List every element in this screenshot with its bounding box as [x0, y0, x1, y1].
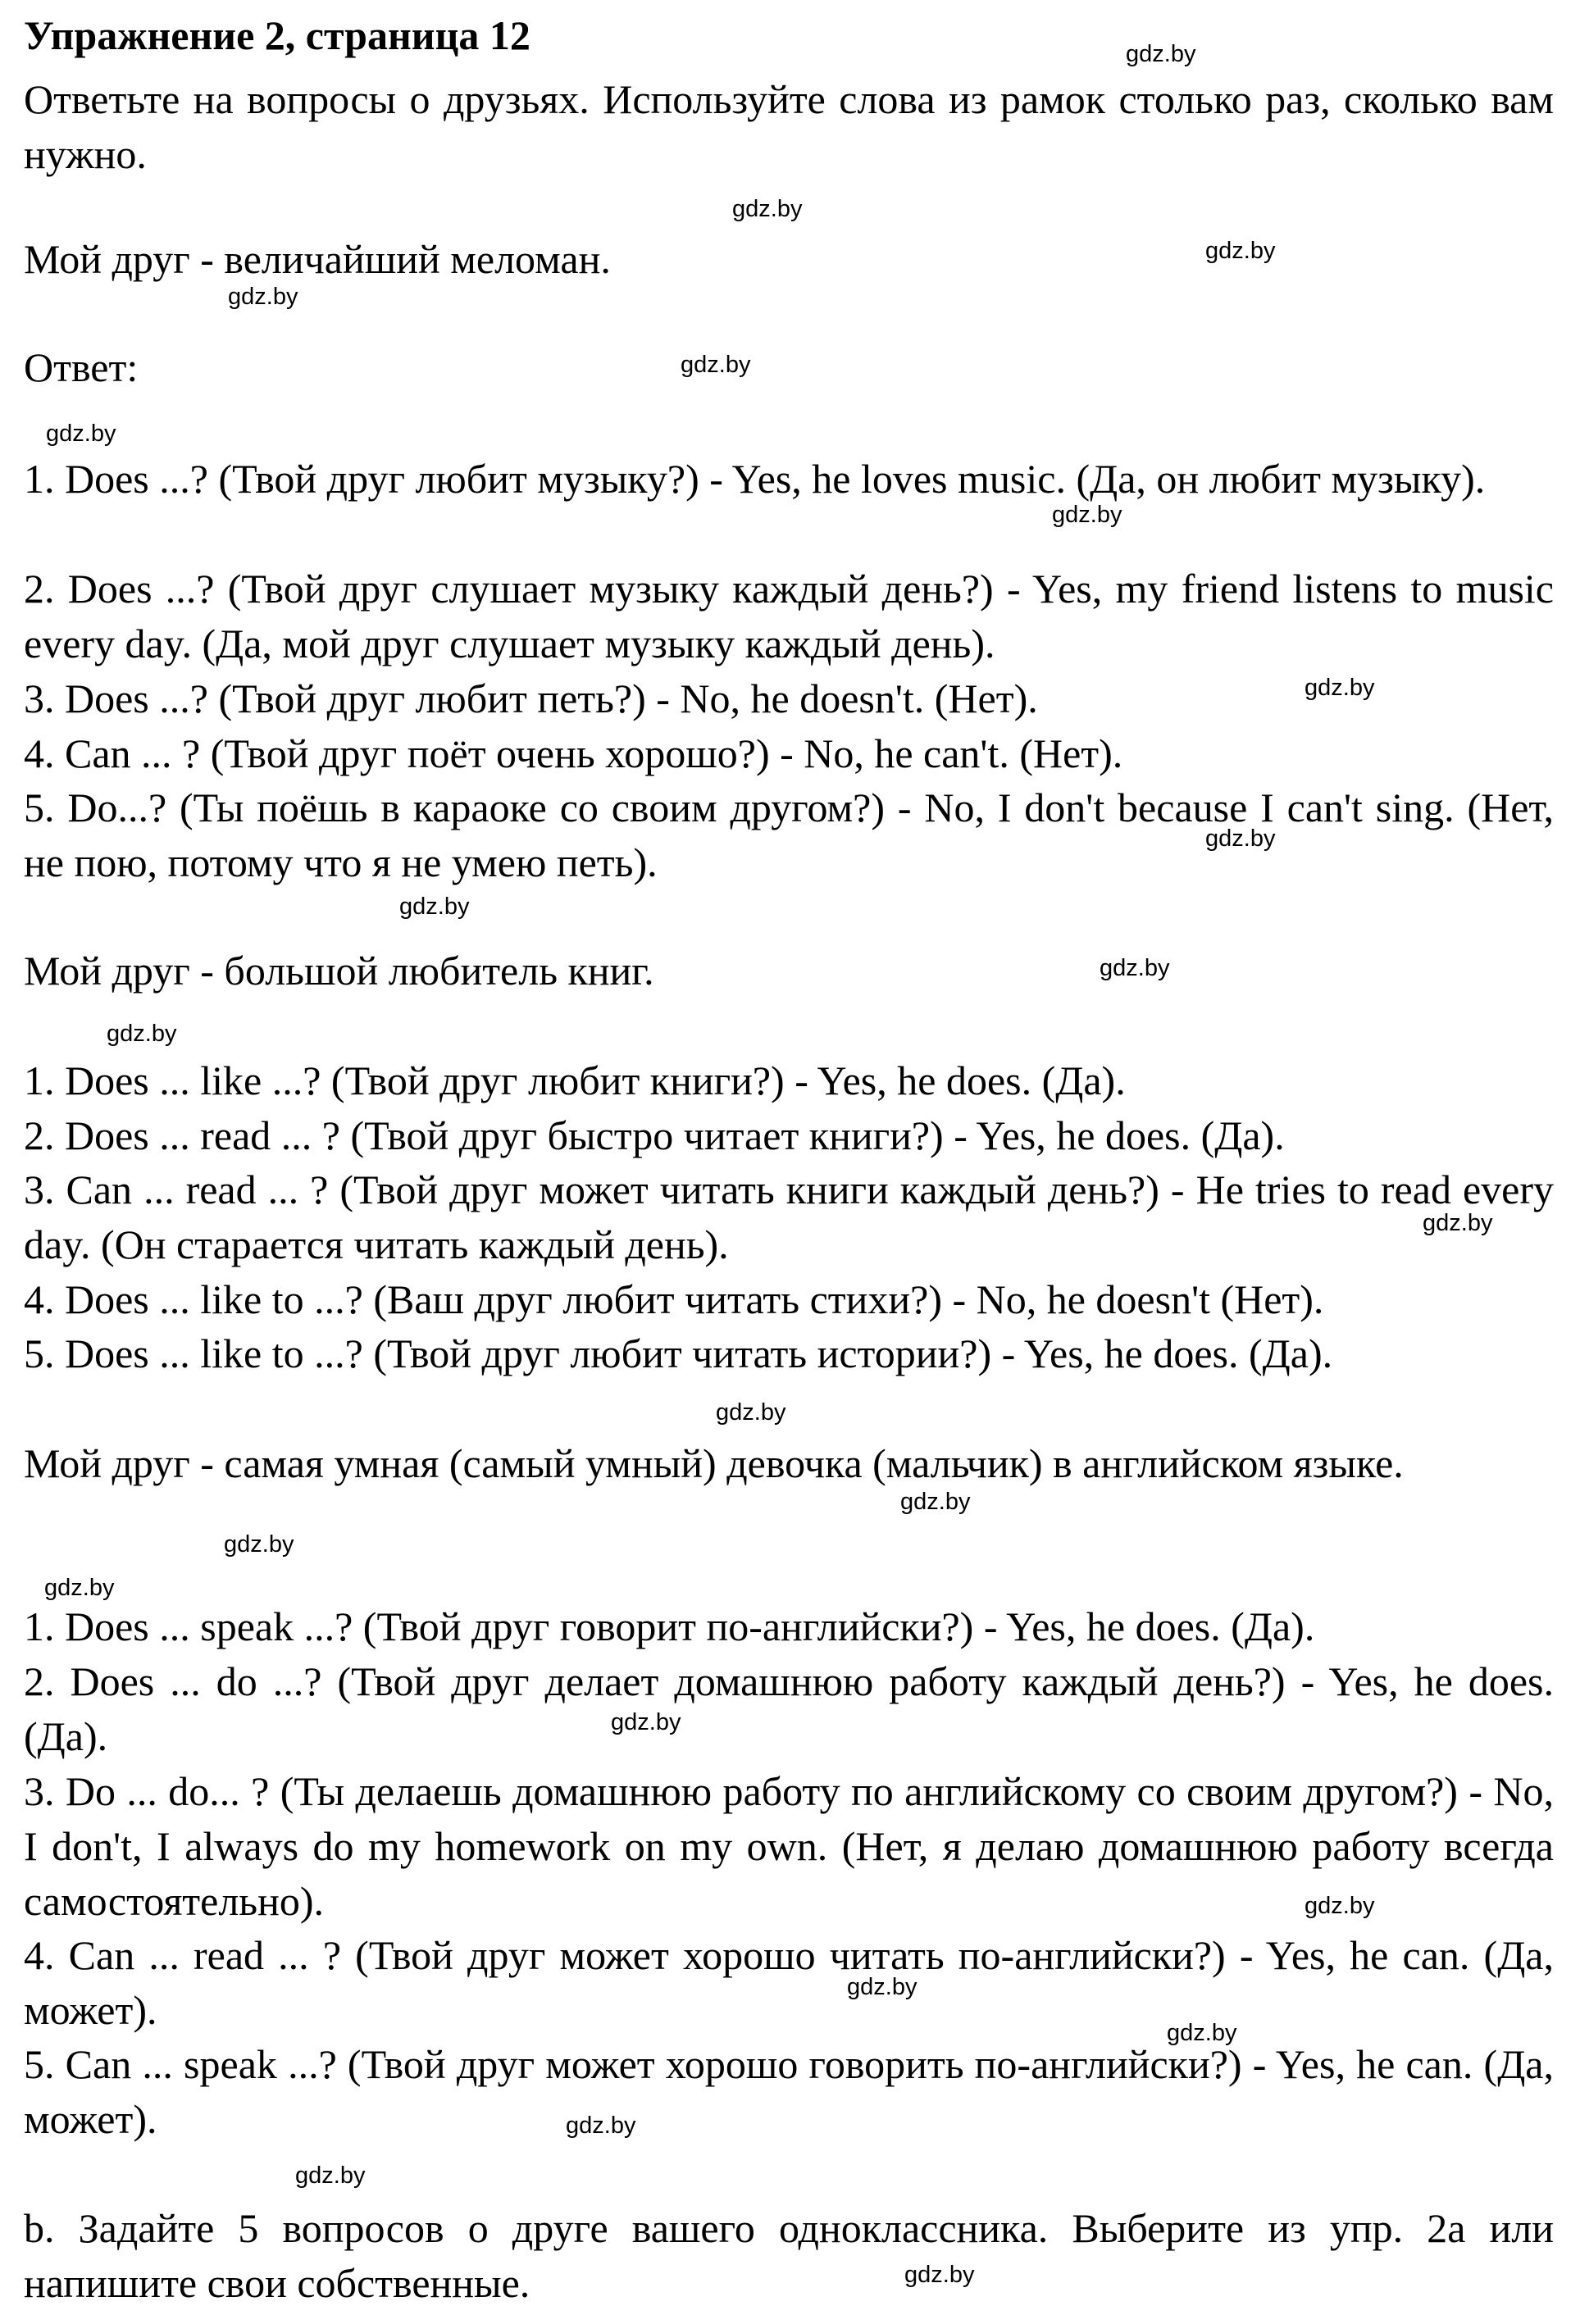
exercise-title: Упражнение 2, страница 12	[24, 12, 530, 58]
section-3-item-4: 4. Can ... read ... ? (Твой друг может хорошо читать по-английски?) - Yes, he can. (Да, может).	[24, 1932, 1554, 2033]
section-2-item-3: 3. Can ... read ... ? (Твой друг может читать книги каждый день?) - He tries to read every day. (Он старается читать каждый день).	[24, 1167, 1554, 1267]
instruction-text: Ответьте на вопросы о друзьях. Используйте слова из рамок столько раз, сколько вам нужно.	[24, 76, 1554, 177]
section-1-item-1: 1. Does ...? (Твой друг любит музыку?) - Yes, he loves music. (Да, он любит музыку).	[24, 456, 1486, 502]
watermark: gdz.by	[228, 284, 298, 310]
answer-label: Ответ:	[24, 344, 139, 390]
section-3-item-2: 2. Does ... do ...? (Твой друг делает домашнюю работу каждый день?) - Yes, he does. (Да).	[24, 1658, 1554, 1759]
section-1-item-5: 5. Do...? (Ты поёшь в караоке со своим другом?) - No, I don't because I can't sing. (Нет, не пою, потому что я не умею петь).	[24, 785, 1554, 885]
watermark: gdz.by	[399, 894, 470, 920]
section-2-item-1: 1. Does ... like ...? (Твой друг любит книги?) - Yes, he does. (Да).	[24, 1057, 1126, 1103]
part-b-text: b. Задайте 5 вопросов о друге вашего одноклассника. Выберите из упр. 2a или напишите свои собственные.	[24, 2205, 1554, 2306]
section-3-item-1: 1. Does ... speak ...? (Твой друг говорит по-английски?) - Yes, he does. (Да).	[24, 1603, 1315, 1649]
watermark: gdz.by	[1100, 955, 1170, 981]
watermark: gdz.by	[1305, 1893, 1375, 1919]
watermark: gdz.by	[1052, 502, 1122, 528]
section-2-item-2: 2. Does ... read ... ? (Твой друг быстро читает книги?) - Yes, he does. (Да).	[24, 1112, 1285, 1158]
watermark: gdz.by	[1205, 825, 1276, 852]
watermark: gdz.by	[295, 2163, 366, 2189]
watermark: gdz.by	[1423, 1210, 1493, 1236]
watermark: gdz.by	[900, 1489, 971, 1515]
watermark: gdz.by	[1167, 2020, 1237, 2046]
watermark: gdz.by	[716, 1399, 786, 1426]
watermark: gdz.by	[107, 1021, 177, 1047]
watermark: gdz.by	[1305, 675, 1375, 701]
watermark: gdz.by	[681, 352, 751, 378]
watermark: gdz.by	[44, 1575, 115, 1601]
watermark: gdz.by	[904, 2262, 975, 2288]
watermark: gdz.by	[611, 1709, 681, 1735]
watermark: gdz.by	[224, 1531, 294, 1558]
watermark: gdz.by	[566, 2113, 636, 2139]
watermark: gdz.by	[732, 196, 803, 222]
section-1-item-2: 2. Does ...? (Твой друг слушает музыку каждый день?) - Yes, my friend listens to music every day. (Да, мой друг слушает музыку каждый день).	[24, 566, 1554, 666]
section-1-item-3: 3. Does ...? (Твой друг любит петь?) - No, he doesn't. (Нет).	[24, 675, 1038, 721]
section-3-item-3: 3. Do ... do... ? (Ты делаешь домашнюю работу по английскому со своим другом?) - No, I don't, I always do my homework on my own. (Нет, я делаю домашнюю работу всегда самостоятельно).	[24, 1768, 1554, 1924]
watermark: gdz.by	[46, 421, 116, 447]
watermark: gdz.by	[1205, 238, 1276, 264]
section-2-item-5: 5. Does ... like to ...? (Твой друг любит читать истории?) - Yes, he does. (Да).	[24, 1330, 1333, 1376]
watermark: gdz.by	[1126, 41, 1196, 67]
section-1-item-4: 4. Can ... ? (Твой друг поёт очень хорошо?) - No, he can't. (Нет).	[24, 730, 1123, 776]
section-3-item-5: 5. Can ... speak ...? (Твой друг может хорошо говорить по-английски?) - Yes, he can. (Да, может).	[24, 2041, 1554, 2142]
watermark: gdz.by	[847, 1974, 917, 2000]
section-2-heading: Мой друг - большой любитель книг.	[24, 948, 654, 994]
section-2-item-4: 4. Does ... like to ...? (Ваш друг любит читать стихи?) - No, he doesn't (Нет).	[24, 1276, 1324, 1322]
section-3-heading: Мой друг - самая умная (самый умный) девочка (мальчик) в английском языке.	[24, 1440, 1404, 1486]
section-1-heading: Мой друг - величайший меломан.	[24, 236, 611, 282]
